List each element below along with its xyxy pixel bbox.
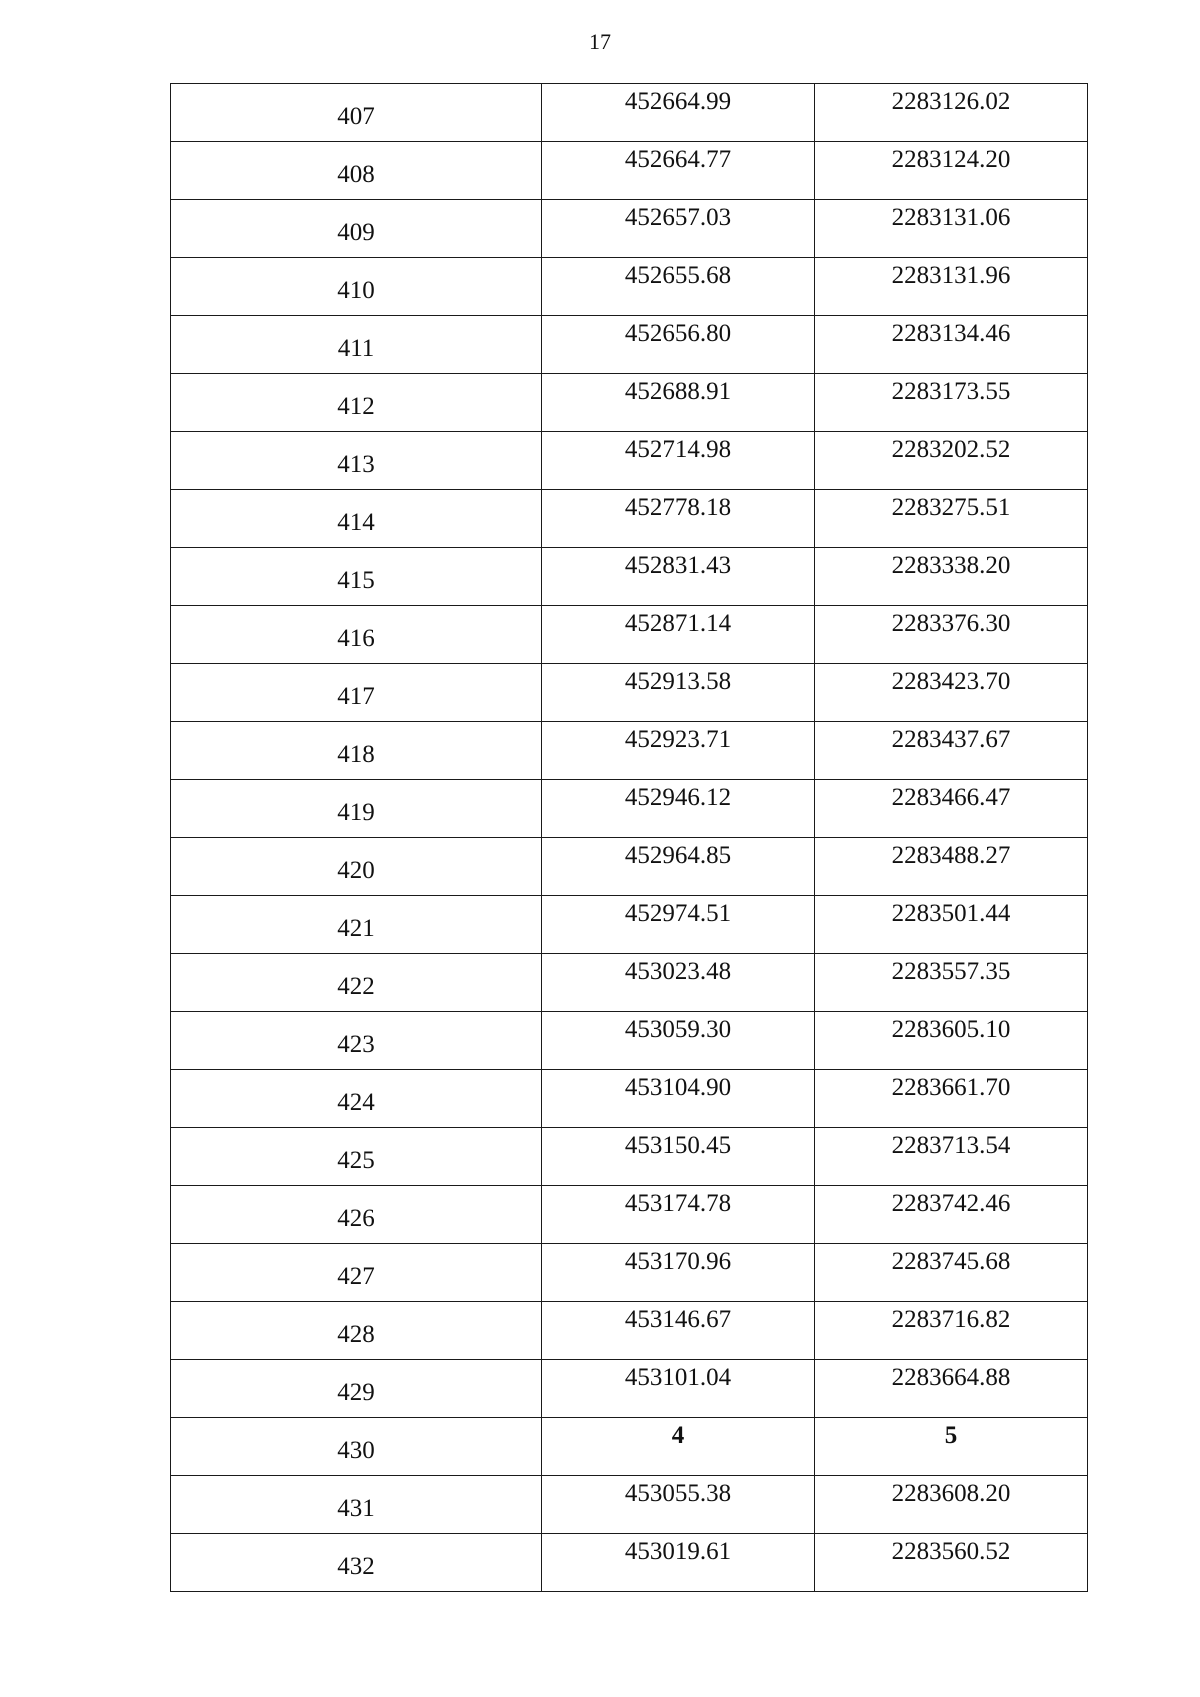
y-coordinate-cell: 2283423.70: [815, 664, 1088, 722]
point-number-cell: 422: [171, 954, 542, 1012]
point-number-cell: 426: [171, 1186, 542, 1244]
y-coordinate-cell: 2283376.30: [815, 606, 1088, 664]
x-coordinate-cell: 452974.51: [542, 896, 815, 954]
table-row: [171, 664, 1088, 722]
point-number-cell: 432: [171, 1534, 542, 1592]
point-number-cell: 409: [171, 200, 542, 258]
y-coordinate-cell: 2283664.88: [815, 1360, 1088, 1418]
x-coordinate-cell: 452946.12: [542, 780, 815, 838]
table-row: [171, 1476, 1088, 1534]
y-coordinate-cell: 2283202.52: [815, 432, 1088, 490]
y-coordinate-cell: 2283173.55: [815, 374, 1088, 432]
table-row: [171, 722, 1088, 780]
point-number-cell: 427: [171, 1244, 542, 1302]
table-row: [171, 1128, 1088, 1186]
table-row: [171, 490, 1088, 548]
point-number-cell: 431: [171, 1476, 542, 1534]
table-row: [171, 1186, 1088, 1244]
x-coordinate-cell: 452655.68: [542, 258, 815, 316]
y-coordinate-cell: 2283608.20: [815, 1476, 1088, 1534]
table-row: [171, 432, 1088, 490]
point-number-cell: 428: [171, 1302, 542, 1360]
point-number-cell: 408: [171, 142, 542, 200]
page-number: 17: [589, 29, 611, 54]
coordinates-table-body: [171, 84, 1088, 1592]
x-coordinate-cell: 453104.90: [542, 1070, 815, 1128]
y-coordinate-cell: 2283124.20: [815, 142, 1088, 200]
table-row: [171, 954, 1088, 1012]
point-number-cell: 420: [171, 838, 542, 896]
table-row: [171, 84, 1088, 142]
y-coordinate-cell: 2283605.10: [815, 1012, 1088, 1070]
x-coordinate-cell: 452871.14: [542, 606, 815, 664]
table-row: [171, 1244, 1088, 1302]
table-row: [171, 1418, 1088, 1476]
coordinates-table: [170, 83, 1088, 1592]
point-number-cell: 424: [171, 1070, 542, 1128]
x-coordinate-cell: 452664.77: [542, 142, 815, 200]
point-number-cell: 423: [171, 1012, 542, 1070]
x-coordinate-cell: 452913.58: [542, 664, 815, 722]
y-coordinate-cell: 2283437.67: [815, 722, 1088, 780]
table-row: [171, 606, 1088, 664]
point-number-cell: 415: [171, 548, 542, 606]
table-row: [171, 316, 1088, 374]
y-coordinate-cell: 2283745.68: [815, 1244, 1088, 1302]
table-row: [171, 838, 1088, 896]
point-number-cell: 417: [171, 664, 542, 722]
x-coordinate-cell: 452714.98: [542, 432, 815, 490]
x-coordinate-cell: 452964.85: [542, 838, 815, 896]
x-coordinate-cell: 453170.96: [542, 1244, 815, 1302]
point-number-cell: 416: [171, 606, 542, 664]
point-number-cell: 430: [171, 1418, 542, 1476]
y-coordinate-cell: 2283560.52: [815, 1534, 1088, 1592]
y-coordinate-cell: 2283661.70: [815, 1070, 1088, 1128]
table-row: [171, 258, 1088, 316]
point-number-cell: 411: [171, 316, 542, 374]
point-number-cell: 421: [171, 896, 542, 954]
x-coordinate-cell: 452656.80: [542, 316, 815, 374]
x-coordinate-cell: 452831.43: [542, 548, 815, 606]
y-coordinate-cell: 2283338.20: [815, 548, 1088, 606]
point-number-cell: 414: [171, 490, 542, 548]
table-row: [171, 200, 1088, 258]
point-number-cell: 412: [171, 374, 542, 432]
table-row: [171, 1012, 1088, 1070]
point-number-cell: 429: [171, 1360, 542, 1418]
point-number-cell: 410: [171, 258, 542, 316]
x-coordinate-cell: 453174.78: [542, 1186, 815, 1244]
table-row: [171, 374, 1088, 432]
x-coordinate-cell: 453150.45: [542, 1128, 815, 1186]
table-row: [171, 1360, 1088, 1418]
x-coordinate-cell: 453055.38: [542, 1476, 815, 1534]
y-coordinate-cell: 2283557.35: [815, 954, 1088, 1012]
x-coordinate-cell: 453101.04: [542, 1360, 815, 1418]
x-coordinate-cell: 4: [542, 1418, 815, 1476]
table-row: [171, 896, 1088, 954]
x-coordinate-cell: 452688.91: [542, 374, 815, 432]
point-number-cell: 407: [171, 84, 542, 142]
point-number-cell: 419: [171, 780, 542, 838]
table-row: [171, 142, 1088, 200]
x-coordinate-cell: 453059.30: [542, 1012, 815, 1070]
y-coordinate-cell: 2283501.44: [815, 896, 1088, 954]
y-coordinate-cell: 2283713.54: [815, 1128, 1088, 1186]
y-coordinate-cell: 2283134.46: [815, 316, 1088, 374]
point-number-cell: 418: [171, 722, 542, 780]
x-coordinate-cell: 453023.48: [542, 954, 815, 1012]
point-number-cell: 413: [171, 432, 542, 490]
table-row: [171, 1070, 1088, 1128]
y-coordinate-cell: 2283126.02: [815, 84, 1088, 142]
x-coordinate-cell: 452923.71: [542, 722, 815, 780]
table-row: [171, 780, 1088, 838]
x-coordinate-cell: 453019.61: [542, 1534, 815, 1592]
table-row: [171, 1302, 1088, 1360]
y-coordinate-cell: 2283466.47: [815, 780, 1088, 838]
y-coordinate-cell: 2283275.51: [815, 490, 1088, 548]
table-row: [171, 548, 1088, 606]
x-coordinate-cell: 453146.67: [542, 1302, 815, 1360]
point-number-cell: 425: [171, 1128, 542, 1186]
y-coordinate-cell: 2283131.96: [815, 258, 1088, 316]
x-coordinate-cell: 452778.18: [542, 490, 815, 548]
y-coordinate-cell: 2283716.82: [815, 1302, 1088, 1360]
y-coordinate-cell: 2283488.27: [815, 838, 1088, 896]
table-row: [171, 1534, 1088, 1592]
y-coordinate-cell: 2283742.46: [815, 1186, 1088, 1244]
y-coordinate-cell: 2283131.06: [815, 200, 1088, 258]
x-coordinate-cell: 452664.99: [542, 84, 815, 142]
y-coordinate-cell: 5: [815, 1418, 1088, 1476]
x-coordinate-cell: 452657.03: [542, 200, 815, 258]
